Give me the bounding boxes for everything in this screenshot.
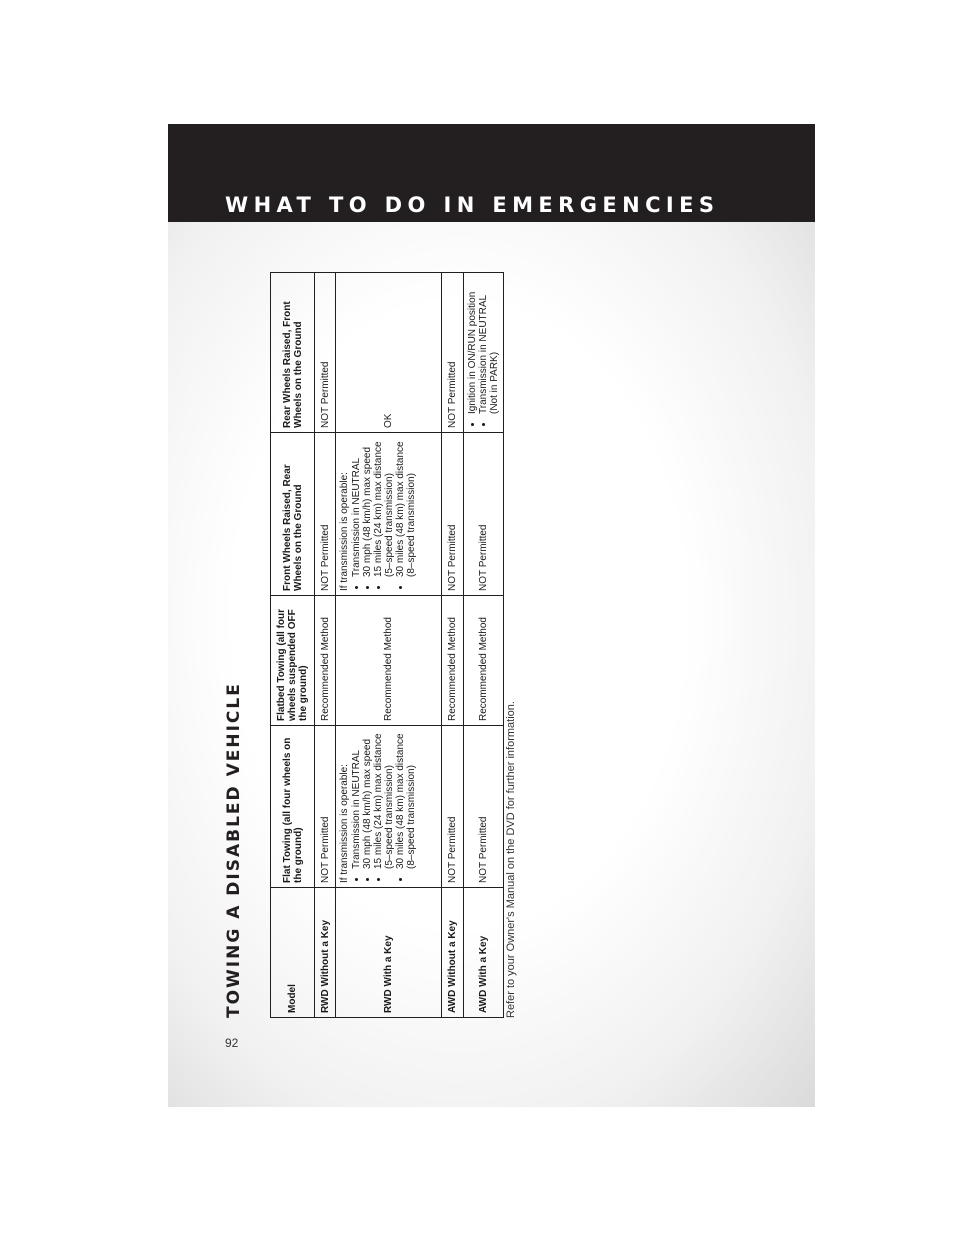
table-row [315,273,336,1018]
cell-front-raised [336,433,442,596]
row-model: AWD With a Key [464,888,504,1018]
bullet-item: • 30 mph (48 km/h) max speed [362,437,373,577]
cell-flat: NOT Permitted [442,726,464,888]
row-model: RWD With a Key [336,888,442,1018]
row-model: AWD Without a Key [442,888,464,1018]
cell-front-raised: NOT Permitted [315,433,336,596]
bullet-item: • 30 miles (48 km) max distance (8–speed transmission) [395,437,417,577]
cell-intro: If transmission is operable: [339,764,350,883]
rotated-content [220,273,520,1018]
bullet-list [351,730,417,883]
cell-flat [336,726,442,888]
cell-rear-raised: OK [336,273,442,433]
bullet-item: • Transmission in NEUTRAL [351,730,362,869]
cell-rear-raised: NOT Permitted [442,273,464,433]
page-number: 92 [225,1036,239,1050]
header-flat-towing: Flat Towing (all four wheels on the ground) [271,726,315,888]
bullet-item: • 30 miles (48 km) max distance (8–speed transmission) [395,730,417,869]
cell-flatbed: Recommended Method [315,596,336,726]
header-front-raised: Front Wheels Raised, Rear Wheels on the Ground [271,433,315,596]
bullet-item: • Transmission in NEUTRAL (Not in PARK) [478,277,500,414]
bullet-item: • 30 mph (48 km/h) max speed [362,730,373,869]
bullet-list [351,437,417,591]
cell-rear-raised [464,273,504,433]
bullet-item: • 15 miles (24 km) max distance (5–speed transmission) [373,437,395,577]
towing-table [270,272,504,1018]
header-model: Model [271,888,315,1018]
section-title: TOWING A DISABLED VEHICLE [224,682,244,1018]
cell-front-raised: NOT Permitted [442,433,464,596]
cell-rear-raised: NOT Permitted [315,273,336,433]
bullet-item: • Ignition in ON/RUN position [467,277,478,414]
cell-flat: NOT Permitted [464,726,504,888]
cell-flat: NOT Permitted [315,726,336,888]
header-rear-raised: Rear Wheels Raised, Front Wheels on the Ground [271,273,315,433]
row-model: RWD Without a Key [315,888,336,1018]
footnote: Refer to your Owner's Manual on the DVD for further information. [505,701,517,1018]
table-row [336,273,442,1018]
table-header-row [271,273,315,1018]
bullet-list [467,277,500,428]
cell-flatbed: Recommended Method [464,596,504,726]
cell-flatbed: Recommended Method [336,596,442,726]
cell-front-raised: NOT Permitted [464,433,504,596]
cell-flatbed: Recommended Method [442,596,464,726]
cell-intro: If transmission is operable: [339,472,350,591]
table-row [464,273,504,1018]
chapter-title: WHAT TO DO IN EMERGENCIES [225,193,720,217]
table-row [442,273,464,1018]
header-flatbed-towing: Flatbed Towing (all four wheels suspended OFF the ground) [271,596,315,726]
bullet-item: • 15 miles (24 km) max distance (5–speed transmission) [373,730,395,869]
bullet-item: • Transmission in NEUTRAL [351,437,362,577]
